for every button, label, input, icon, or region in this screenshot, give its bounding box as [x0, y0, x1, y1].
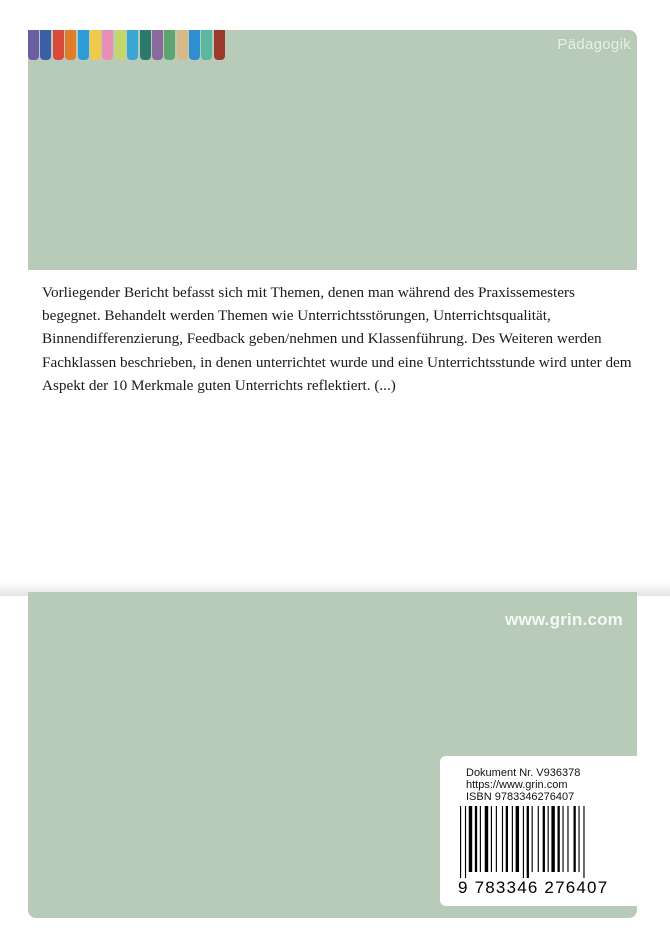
barcode-bar — [538, 806, 539, 872]
color-stripe — [40, 30, 51, 60]
color-stripe — [152, 30, 163, 60]
barcode-bar — [506, 806, 508, 872]
isbn-line: ISBN 9783346276407 — [466, 791, 575, 803]
barcode-bar — [512, 806, 513, 872]
barcode-bar — [578, 806, 579, 872]
barcode-bar — [562, 806, 563, 872]
barcode-bar — [583, 806, 584, 878]
barcode-bar — [567, 806, 568, 872]
barcode-bar — [475, 806, 477, 872]
color-stripe — [127, 30, 138, 60]
barcode-bar — [496, 806, 497, 872]
isbn-digits: 9 783346 276407 — [458, 878, 609, 897]
barcode-bar — [574, 806, 576, 872]
barcode-bar — [527, 806, 529, 878]
color-stripe — [177, 30, 188, 60]
barcode-bar — [485, 806, 488, 872]
book-description: Vorliegender Bericht befasst sich mit Themen, denen man während des Praxissemesters begegnet. Behandelt werden Themen wie Unterrichtsstörungen, Unterrichtsqualität, Binnendifferenzierung, Feedback geben/nehmen und Klassenführung. Des Weiteren werden Fachklassen beschrieben, in denen unterrichtet wurde und eine Unterrichtsstunde wird unter dem Aspekt der 10 Merkmale guten Unterrichts reflektiert. (...) — [42, 284, 632, 394]
barcode-bar — [502, 806, 503, 872]
color-stripe — [28, 30, 39, 60]
cover-top-panel — [28, 30, 637, 270]
color-stripe — [90, 30, 101, 60]
color-stripe — [53, 30, 64, 60]
color-stripe — [164, 30, 175, 60]
barcode-box — [440, 756, 637, 906]
barcode-bar — [543, 806, 545, 872]
color-stripe — [140, 30, 151, 60]
color-stripe — [214, 30, 225, 60]
barcode-graphic — [460, 806, 620, 878]
publisher-url[interactable]: www.grin.com — [505, 610, 623, 629]
barcode-bar — [469, 806, 472, 872]
barcode-bar — [465, 806, 466, 878]
barcode-bar — [558, 806, 560, 872]
color-stripe — [115, 30, 126, 60]
category-label: Pädagogik — [557, 36, 631, 53]
color-stripe — [201, 30, 212, 60]
barcode-bar — [480, 806, 481, 872]
barcode-bar — [516, 806, 519, 872]
color-stripes — [28, 30, 226, 60]
barcode-bar — [460, 806, 461, 878]
color-stripe — [102, 30, 113, 60]
color-stripe — [65, 30, 76, 60]
barcode-bar — [532, 806, 533, 872]
color-stripe — [189, 30, 200, 60]
barcode-bar — [551, 806, 554, 872]
barcode-bar — [491, 806, 492, 872]
document-number: Dokument Nr. V936378 — [466, 767, 581, 779]
barcode-bar — [548, 806, 549, 872]
website-line: https://www.grin.com — [466, 779, 568, 791]
color-stripe — [78, 30, 89, 60]
barcode-bar — [523, 806, 524, 878]
